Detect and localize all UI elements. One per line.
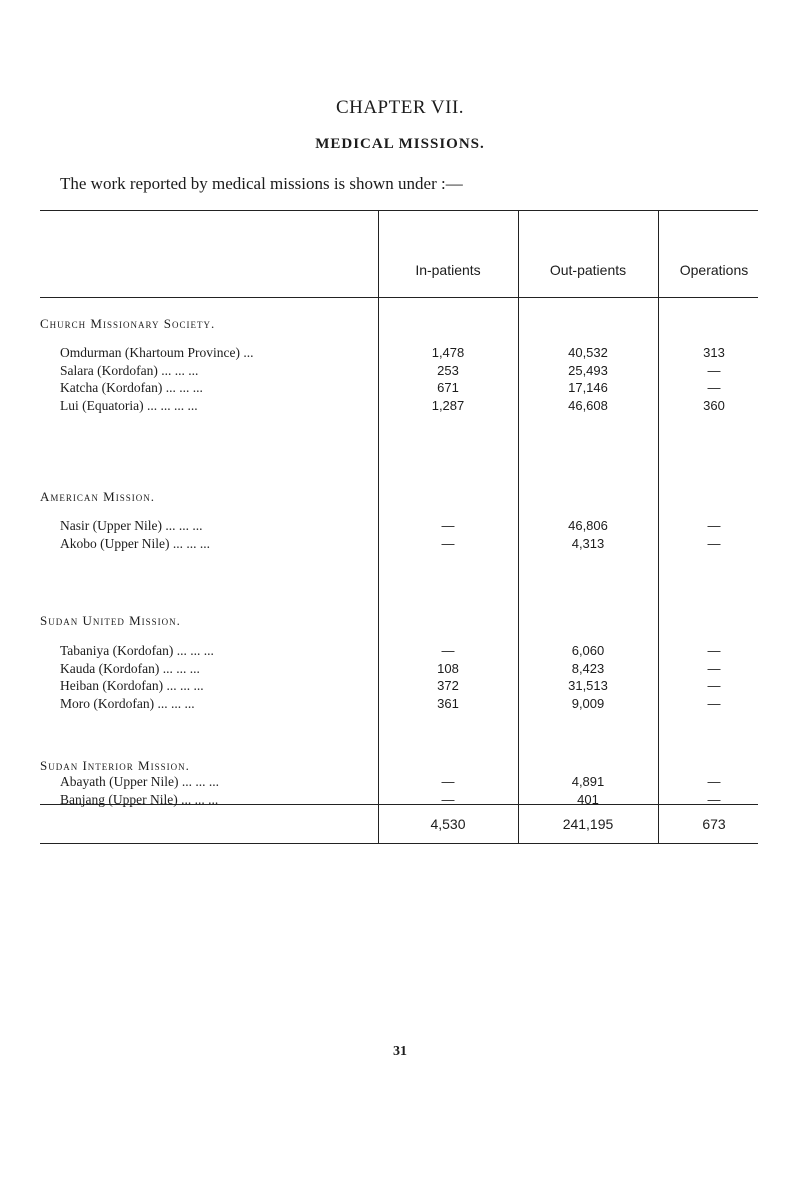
mission-heading: Sudan Interior Mission. xyxy=(40,758,190,773)
header-rule xyxy=(40,297,758,298)
table-row xyxy=(0,678,800,695)
table-row xyxy=(0,518,800,535)
mission-heading: Church Missionary Society. xyxy=(40,316,216,331)
in-patients-cell: 1,478 xyxy=(431,345,465,360)
dot-leaders: ... ... ... xyxy=(178,774,219,789)
chapter-heading: CHAPTER VII. xyxy=(335,97,465,118)
column-header-out-patients: Out-patients xyxy=(549,262,627,278)
station-label: Heiban (Kordofan) xyxy=(60,678,164,693)
total-operations: 673 xyxy=(702,816,726,832)
station-name xyxy=(60,536,378,552)
out-patients-cell: 31,513 xyxy=(568,678,608,693)
station-label: Akobo (Upper Nile) xyxy=(60,535,170,551)
column-header-in-patients: In-patients xyxy=(415,262,481,278)
dot-leaders: ... ... ... xyxy=(173,643,214,658)
station-label: Omdurman (Khartoum Province) xyxy=(60,345,240,360)
dot-leaders: ... ... ... xyxy=(159,660,200,676)
table-row xyxy=(0,643,800,660)
column-header-operations: Operations xyxy=(679,262,749,278)
operations-cell: — xyxy=(707,660,721,676)
in-patients-cell: 671 xyxy=(437,380,459,395)
page-number: 31 xyxy=(393,1044,407,1059)
in-patients-cell: 1,287 xyxy=(431,397,465,413)
station-name xyxy=(60,661,378,677)
out-patients-cell: 17,146 xyxy=(568,380,608,395)
station-name xyxy=(60,792,378,808)
table-row xyxy=(0,536,800,553)
station-name xyxy=(60,643,378,659)
in-patients-cell: — xyxy=(441,518,455,533)
operations-cell: 313 xyxy=(703,345,725,360)
out-patients-cell: 4,313 xyxy=(571,535,605,551)
station-name xyxy=(60,363,378,379)
dot-leaders: ... ... ... xyxy=(154,695,195,711)
mission-heading: American Mission. xyxy=(40,489,155,504)
station-name xyxy=(60,678,378,694)
in-patients-cell: — xyxy=(441,774,455,789)
station-name xyxy=(60,774,378,790)
in-patients-cell: 372 xyxy=(437,678,459,693)
operations-cell: — xyxy=(707,518,721,533)
operations-cell: — xyxy=(707,535,721,551)
station-label: Kauda (Kordofan) xyxy=(60,660,160,676)
operations-cell: — xyxy=(707,695,721,711)
in-patients-cell: — xyxy=(441,535,455,551)
station-label: Nasir (Upper Nile) xyxy=(60,518,162,533)
station-label: Katcha (Kordofan) xyxy=(60,380,163,395)
station-name xyxy=(60,696,378,712)
dot-leaders: ... ... ... xyxy=(177,791,219,807)
operations-cell: — xyxy=(707,791,721,807)
operations-cell: — xyxy=(707,774,721,789)
table-row xyxy=(0,774,800,791)
station-label: Moro (Kordofan) xyxy=(60,695,155,711)
out-patients-cell: 4,891 xyxy=(571,774,605,789)
intro-text: The work reported by medical missions is shown under :— xyxy=(60,174,463,193)
station-label: Banjang (Upper Nile) xyxy=(60,791,178,807)
operations-cell: — xyxy=(707,380,721,395)
in-patients-cell: — xyxy=(441,643,455,658)
mission-heading: Sudan United Mission. xyxy=(40,613,181,628)
table-row xyxy=(0,398,800,415)
table-row xyxy=(0,363,800,380)
table-top-rule xyxy=(40,210,758,211)
out-patients-cell: 40,532 xyxy=(568,345,608,360)
total-in-patients: 4,530 xyxy=(430,816,466,832)
station-name xyxy=(60,345,378,361)
table-row xyxy=(0,380,800,397)
station-name xyxy=(60,518,378,534)
out-patients-cell: 401 xyxy=(577,791,599,807)
table-bottom-rule xyxy=(40,843,758,844)
table-row xyxy=(0,345,800,362)
dot-leaders: ... ... ... xyxy=(157,362,199,378)
dot-leaders: ... ... ... ... xyxy=(143,397,198,413)
dot-leaders: ... ... ... xyxy=(161,518,203,533)
dot-leaders: ... ... ... xyxy=(162,380,203,395)
operations-cell: — xyxy=(707,362,721,378)
station-name xyxy=(60,398,378,414)
dot-leaders: ... ... ... xyxy=(163,678,204,693)
in-patients-cell: — xyxy=(441,791,455,807)
operations-cell: — xyxy=(707,643,721,658)
dot-leaders: ... xyxy=(239,345,254,360)
operations-cell: — xyxy=(707,678,721,693)
station-label: Lui (Equatoria) xyxy=(60,397,144,413)
station-label: Tabaniya (Kordofan) xyxy=(60,643,174,658)
out-patients-cell: 46,806 xyxy=(568,518,608,533)
out-patients-cell: 46,608 xyxy=(568,397,608,413)
station-label: Abayath (Upper Nile) xyxy=(60,774,179,789)
station-name xyxy=(60,380,378,396)
in-patients-cell: 253 xyxy=(437,362,459,378)
out-patients-cell: 9,009 xyxy=(571,695,605,711)
station-label: Salara (Kordofan) xyxy=(60,362,158,378)
out-patients-cell: 6,060 xyxy=(571,643,605,658)
out-patients-cell: 8,423 xyxy=(571,660,605,676)
table-row xyxy=(0,792,800,809)
in-patients-cell: 361 xyxy=(437,695,459,711)
section-title: MEDICAL MISSIONS. xyxy=(315,136,485,152)
table-row xyxy=(0,661,800,678)
table-row xyxy=(0,696,800,713)
operations-cell: 360 xyxy=(703,397,725,413)
out-patients-cell: 25,493 xyxy=(568,362,608,378)
dot-leaders: ... ... ... xyxy=(169,535,210,551)
in-patients-cell: 108 xyxy=(437,660,459,676)
total-out-patients: 241,195 xyxy=(562,816,614,832)
